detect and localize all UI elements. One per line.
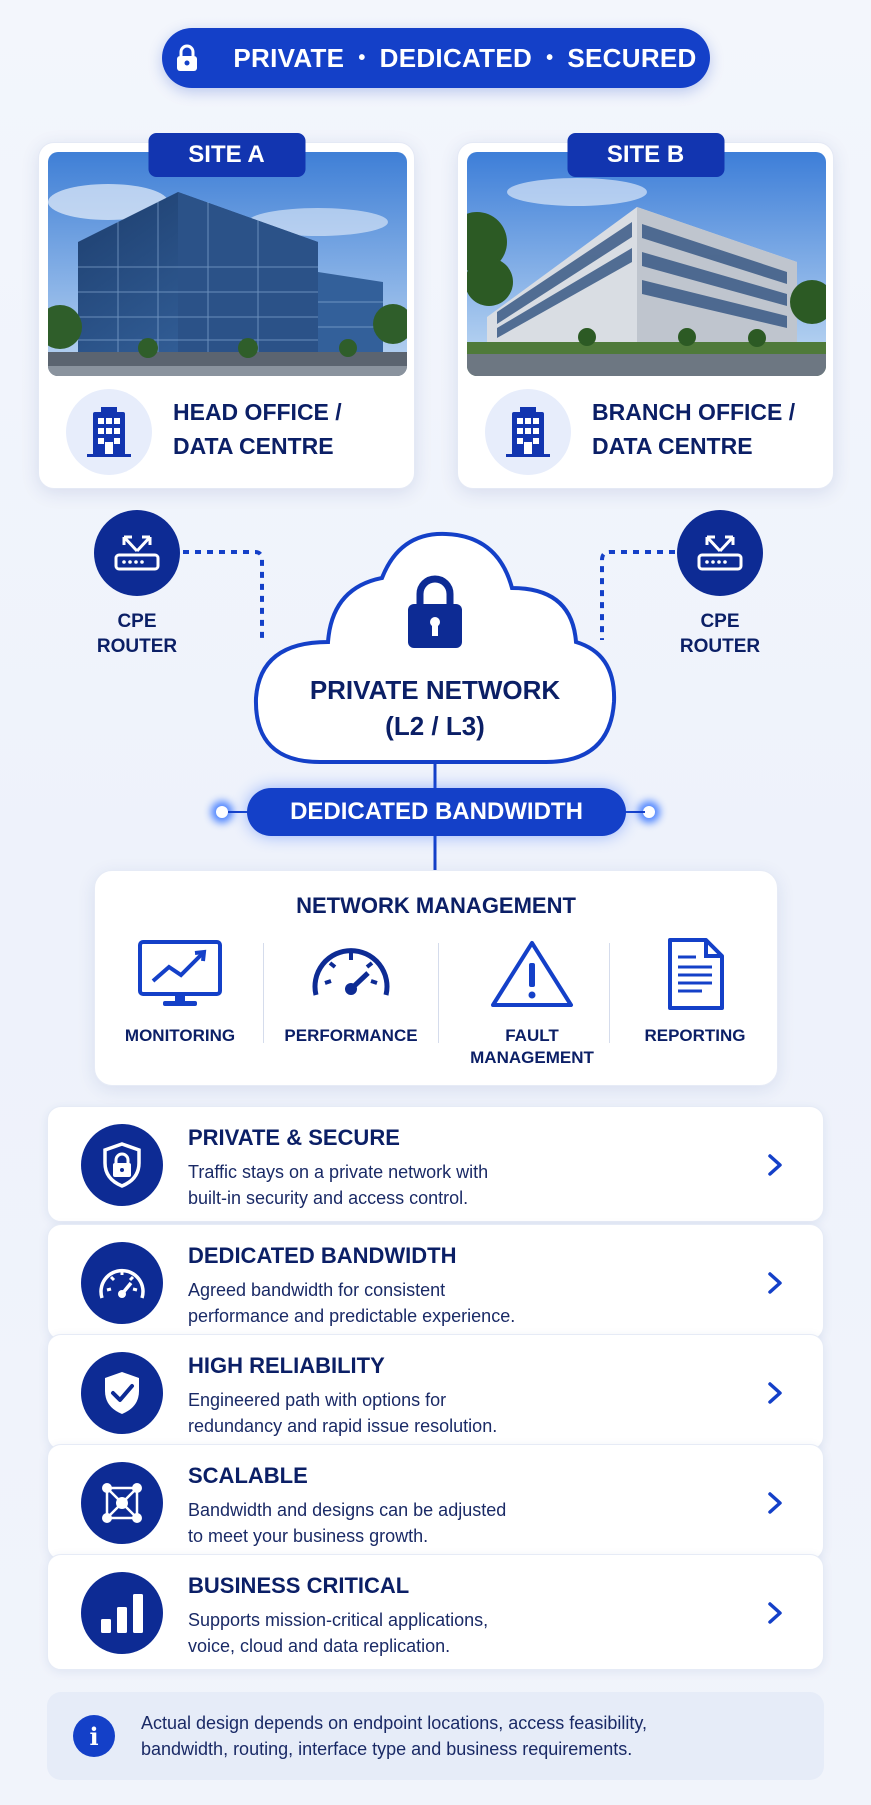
feature-title: HIGH RELIABILITY xyxy=(188,1353,385,1378)
feature-desc-line2: performance and predictable experience. xyxy=(188,1306,516,1326)
gauge-icon xyxy=(308,939,394,1009)
router-a-line1: CPE xyxy=(117,611,157,632)
feature-row-scalable[interactable] xyxy=(47,1444,824,1560)
mgmt-item-fault-management xyxy=(457,933,607,1073)
feature-desc-line1: Engineered path with options for xyxy=(188,1390,447,1410)
cpe-router-b-label xyxy=(660,609,780,659)
feature-description xyxy=(188,1277,608,1329)
mgmt-label-monitoring: MONITORING xyxy=(124,1026,236,1045)
feature-row-dedicated-bandwidth[interactable] xyxy=(47,1224,824,1340)
site-a-building-photo xyxy=(48,152,407,376)
info-icon: i xyxy=(73,1715,115,1757)
cpe-router-a-icon xyxy=(94,510,180,596)
chevron-right-icon[interactable] xyxy=(755,1373,795,1413)
top-banner-pill xyxy=(162,28,710,88)
info-note-line1: Actual design depends on endpoint locations, access feasibility, xyxy=(141,1713,647,1733)
mgmt-divider xyxy=(609,943,610,1043)
router-b-line2: ROUTER xyxy=(679,636,761,657)
router-a-line2: ROUTER xyxy=(96,636,178,657)
feature-title: DEDICATED BANDWIDTH xyxy=(188,1243,457,1268)
feature-row-private-secure[interactable] xyxy=(47,1106,824,1222)
mgmt-label-fault-management: FAULT MANAGEMENT xyxy=(470,1026,594,1067)
chevron-right-icon[interactable] xyxy=(755,1145,795,1185)
bandwidth-line-left xyxy=(228,811,248,813)
pill-item-dedicated: DEDICATED xyxy=(379,42,533,73)
feature-title: SCALABLE xyxy=(188,1463,308,1488)
monitor-chart-icon xyxy=(137,939,223,1009)
speedometer-icon xyxy=(81,1242,163,1324)
site-a-name-line1: HEAD OFFICE / xyxy=(173,399,342,425)
feature-description xyxy=(188,1387,608,1439)
site-a-label: SITE A xyxy=(148,133,305,177)
bandwidth-line-right xyxy=(625,811,645,813)
network-management-card xyxy=(94,870,778,1086)
site-b-label: SITE B xyxy=(567,133,724,177)
site-b-name-line2: DATA CENTRE xyxy=(592,433,753,459)
network-nodes-icon xyxy=(81,1462,163,1544)
chevron-right-icon[interactable] xyxy=(755,1263,795,1303)
feature-desc-line2: built-in security and access control. xyxy=(188,1188,469,1208)
bandwidth-glow-dot-left xyxy=(216,806,228,818)
info-note xyxy=(47,1692,824,1780)
site-a-name xyxy=(173,395,403,463)
cpe-router-a-label xyxy=(77,609,197,659)
feature-title: BUSINESS CRITICAL xyxy=(188,1573,410,1598)
feature-title: PRIVATE & SECURE xyxy=(188,1125,400,1150)
mgmt-item-performance xyxy=(281,933,421,1073)
site-b-name-line1: BRANCH OFFICE / xyxy=(592,399,796,425)
feature-desc-line1: Supports mission-critical applications, xyxy=(188,1610,489,1630)
pill-separator: • xyxy=(546,46,554,69)
mgmt-divider xyxy=(438,943,439,1043)
feature-desc-line2: to meet your business growth. xyxy=(188,1526,429,1546)
feature-description xyxy=(188,1607,608,1659)
pill-item-private: PRIVATE xyxy=(233,42,345,73)
feature-desc-line1: Agreed bandwidth for consistent xyxy=(188,1280,446,1300)
feature-description xyxy=(188,1497,608,1549)
site-a-name-line2: DATA CENTRE xyxy=(173,433,334,459)
cloud-label-line2: (L2 / L3) xyxy=(385,711,485,741)
feature-row-business-critical[interactable] xyxy=(47,1554,824,1670)
site-b-building-icon xyxy=(485,389,571,475)
site-a-building-icon xyxy=(66,389,152,475)
site-b-name xyxy=(592,395,822,463)
shield-lock-icon xyxy=(81,1124,163,1206)
dedicated-bandwidth-pill: DEDICATED BANDWIDTH xyxy=(247,788,626,836)
info-note-text xyxy=(141,1710,801,1762)
info-note-line2: bandwidth, routing, interface type and business requirements. xyxy=(141,1739,633,1759)
document-icon xyxy=(660,937,730,1011)
mgmt-label-reporting: REPORTING xyxy=(644,1026,746,1045)
site-b-building-photo xyxy=(467,152,826,376)
bar-chart-icon xyxy=(81,1572,163,1654)
warning-icon xyxy=(489,939,575,1009)
router-b-line1: CPE xyxy=(700,611,740,632)
feature-desc-line1: Bandwidth and designs can be adjusted xyxy=(188,1500,507,1520)
feature-desc-line2: voice, cloud and data replication. xyxy=(188,1636,451,1656)
mgmt-item-monitoring xyxy=(115,933,245,1073)
feature-description xyxy=(188,1159,608,1211)
site-b-card xyxy=(457,142,834,489)
mgmt-divider xyxy=(263,943,264,1043)
shield-check-icon xyxy=(81,1352,163,1434)
padlock-icon xyxy=(175,44,199,72)
feature-row-high-reliability[interactable] xyxy=(47,1334,824,1450)
cloud-label xyxy=(250,672,620,744)
feature-desc-line1: Traffic stays on a private network with xyxy=(188,1162,489,1182)
pill-item-secured: SECURED xyxy=(567,42,697,73)
chevron-right-icon[interactable] xyxy=(755,1593,795,1633)
mgmt-label-performance: PERFORMANCE xyxy=(284,1026,418,1045)
cpe-router-b-icon xyxy=(677,510,763,596)
cloud-label-line1: PRIVATE NETWORK xyxy=(309,675,561,705)
site-a-card xyxy=(38,142,415,489)
chevron-right-icon[interactable] xyxy=(755,1483,795,1523)
feature-desc-line2: redundancy and rapid issue resolution. xyxy=(188,1416,498,1436)
pill-separator: • xyxy=(358,46,366,69)
network-management-title: NETWORK MANAGEMENT xyxy=(296,893,576,918)
mgmt-item-reporting xyxy=(630,933,760,1073)
